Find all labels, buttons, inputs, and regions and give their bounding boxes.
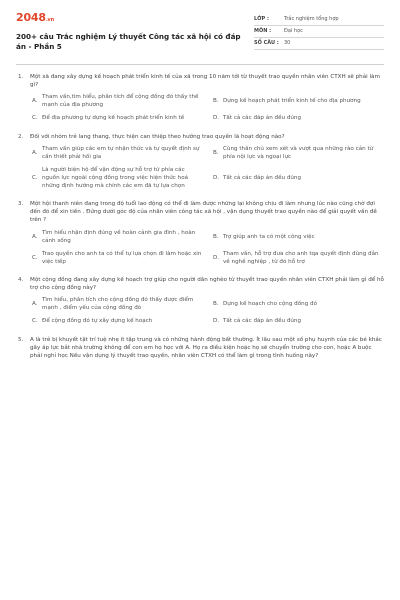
option-letter: A. (32, 149, 38, 156)
option-letter: D. (213, 254, 220, 261)
option-text: Tìm hiểu, phân tích cho cộng đồng đó thấy được điểm mạnh , điểm yếu của cộng đồng đó (42, 297, 194, 312)
answer-option[interactable] (32, 250, 203, 266)
question-item (16, 336, 384, 360)
document-title: 200+ câu Trắc nghiệm Lý thuyết Công tác xã hội có đáp án - Phần 5 (16, 32, 241, 51)
logo-main: 2048 (16, 11, 46, 24)
option-text: Tất cả các đáp án đều đúng (223, 115, 302, 122)
question-text: Đối với nhóm trẻ lang thang, thực hiện can thiệp theo hướng trao quyền là hoạt động nào? (30, 133, 285, 140)
answer-options (16, 229, 384, 266)
option-letter: A. (32, 98, 38, 105)
meta-value: Trắc nghiệm tổng hợp (284, 15, 339, 22)
answer-option[interactable] (213, 114, 384, 122)
document-meta (254, 14, 384, 64)
question-list (16, 73, 384, 360)
answer-option[interactable] (213, 229, 384, 245)
question-text: Một xã đang xây dựng kế hoạch phát triển kinh tế của xã trong 10 năm tới từ thuyết trao quyền nhân viên CTXH sẽ phải làm gì? (30, 74, 380, 89)
option-text: Là người biện hộ để vận động sự hỗ trợ từ phía các nguồn lực ngoài cộng đồng trong việc hiện thức hoá những định hướng mà chính các em đã tự lựa chọn (42, 166, 189, 190)
answer-option[interactable] (32, 317, 203, 325)
option-letter: A. (32, 301, 38, 308)
header-divider (16, 64, 384, 65)
question-item (16, 276, 384, 326)
meta-key: MÔN : (254, 27, 272, 34)
answer-option[interactable] (32, 114, 203, 122)
question-item (16, 73, 384, 123)
meta-row (254, 38, 384, 50)
meta-value: 30 (284, 39, 291, 46)
answer-option[interactable] (32, 229, 203, 245)
option-letter: B. (213, 98, 219, 105)
option-text: Trao quyền cho anh ta có thể tự lựa chọn đi làm hoặc xin việc tiếp (42, 250, 202, 265)
option-letter: C. (32, 174, 38, 181)
option-letter: C. (32, 318, 38, 325)
option-text: Dựng kế hoạch phát triển kinh tế cho địa phương (223, 98, 361, 105)
meta-row (254, 26, 384, 38)
question-head (16, 276, 384, 292)
meta-value: Đại học (284, 27, 303, 34)
option-letter: B. (213, 149, 219, 156)
answer-option[interactable] (32, 93, 203, 109)
question-number: 5. (18, 336, 24, 343)
question-head (16, 73, 384, 89)
question-item (16, 200, 384, 266)
question-head (16, 133, 384, 141)
question-text: A là trẻ bị khuyết tật trí tuệ nhẹ ít tập trung và có những hành động bất thường. Ít lâu sau một số phụ huynh của các bé khác gây áp lực bắt nhà trường không để con em họ học với A. Họ ra điều kiện hoặc họ sẽ chuyển trường cho con, hoặc A buộc phải nghỉ học Nếu vận dụng lý thuyết trao quyền, nhân viên CTXH có thể làm gì trong tình huống này? (30, 336, 382, 359)
answer-option[interactable] (32, 166, 203, 190)
meta-row (254, 14, 384, 26)
question-item (16, 133, 384, 191)
option-letter: C. (32, 254, 38, 261)
answer-option[interactable] (32, 296, 203, 312)
option-text: Để cộng đồng đó tự xây dựng kế hoạch (42, 318, 153, 325)
answer-options (16, 93, 384, 122)
header-left (16, 12, 246, 64)
option-text: Để địa phương tự dựng kế hoạch phát triển kinh tế (42, 115, 185, 122)
answer-option[interactable] (213, 93, 384, 109)
option-text: Cùng thân chủ xem xét và vượt qua những rào cản từ phía nội lực và ngoại lực (223, 145, 374, 160)
question-head (16, 336, 384, 360)
answer-option[interactable] (213, 166, 384, 190)
meta-key: LỚP : (254, 15, 269, 22)
question-number: 1. (18, 74, 24, 80)
site-logo[interactable] (16, 12, 246, 23)
question-number: 3. (18, 201, 24, 208)
option-text: Tham vấn, hỗ trợ đưa cho anh tqa quyết định đúng đắn về nghề nghiệp , từ đó hỗ trợ (223, 250, 379, 265)
option-letter: D. (213, 174, 220, 181)
answer-option[interactable] (213, 250, 384, 266)
option-letter: B. (213, 301, 219, 308)
question-text: Một cộng đồng đang xây dựng kế hoạch trợ giúp cho người dân nghèo từ thuyết trao quyền nhân viên CTXH phải làm gì để hỗ trợ cho cộng đồng này? (30, 276, 384, 292)
answer-options (16, 296, 384, 325)
logo-tld: .vn (45, 17, 54, 23)
option-text: Tất cả các đáp án đều đúng (223, 174, 302, 181)
answer-option[interactable] (32, 145, 203, 161)
option-text: Tham vấn,tìm hiểu, phân tích để cộng đồng đó thấy thế mạnh của địa phương (42, 94, 199, 109)
answer-options (16, 145, 384, 191)
option-text: Tham vấn giúp các em tự nhận thức và tự quyết định sự cần thiết phải hồi gia (42, 145, 200, 160)
option-text: Dựng kế hoạch cho cộng đồng đó (223, 301, 317, 308)
option-letter: C. (32, 115, 38, 122)
option-letter: A. (32, 233, 38, 240)
answer-option[interactable] (213, 296, 384, 312)
meta-key: SỐ CÂU : (254, 39, 279, 46)
option-letter: D. (213, 318, 220, 325)
page-header (16, 12, 384, 64)
question-head (16, 200, 384, 224)
question-number: 4. (18, 276, 24, 283)
option-text: Trợ giúp anh ta có một công việc (223, 233, 315, 240)
question-text: Một hội thanh niên đang trong độ tuổi lao động có thể đi làm được những lại không chịu đi làm nhưng lúc nào cũng chờ đợi đến đó để xin tiền . Đứng dưới góc độ của nhân viên công tác xã hội , vận dụng thuyết trao quyền nào để giải quyết vấn đề trên ? (30, 201, 377, 224)
question-number: 2. (18, 133, 24, 140)
answer-option[interactable] (213, 145, 384, 161)
option-letter: B. (213, 233, 219, 240)
option-text: Tất cả các đáp án đều đúng (223, 318, 302, 325)
answer-option[interactable] (213, 317, 384, 325)
option-text: Tìm hiểu nhận định đúng về hoàn cảnh gia đình , hoàn cảnh sống (42, 229, 196, 244)
option-letter: D. (213, 115, 220, 122)
